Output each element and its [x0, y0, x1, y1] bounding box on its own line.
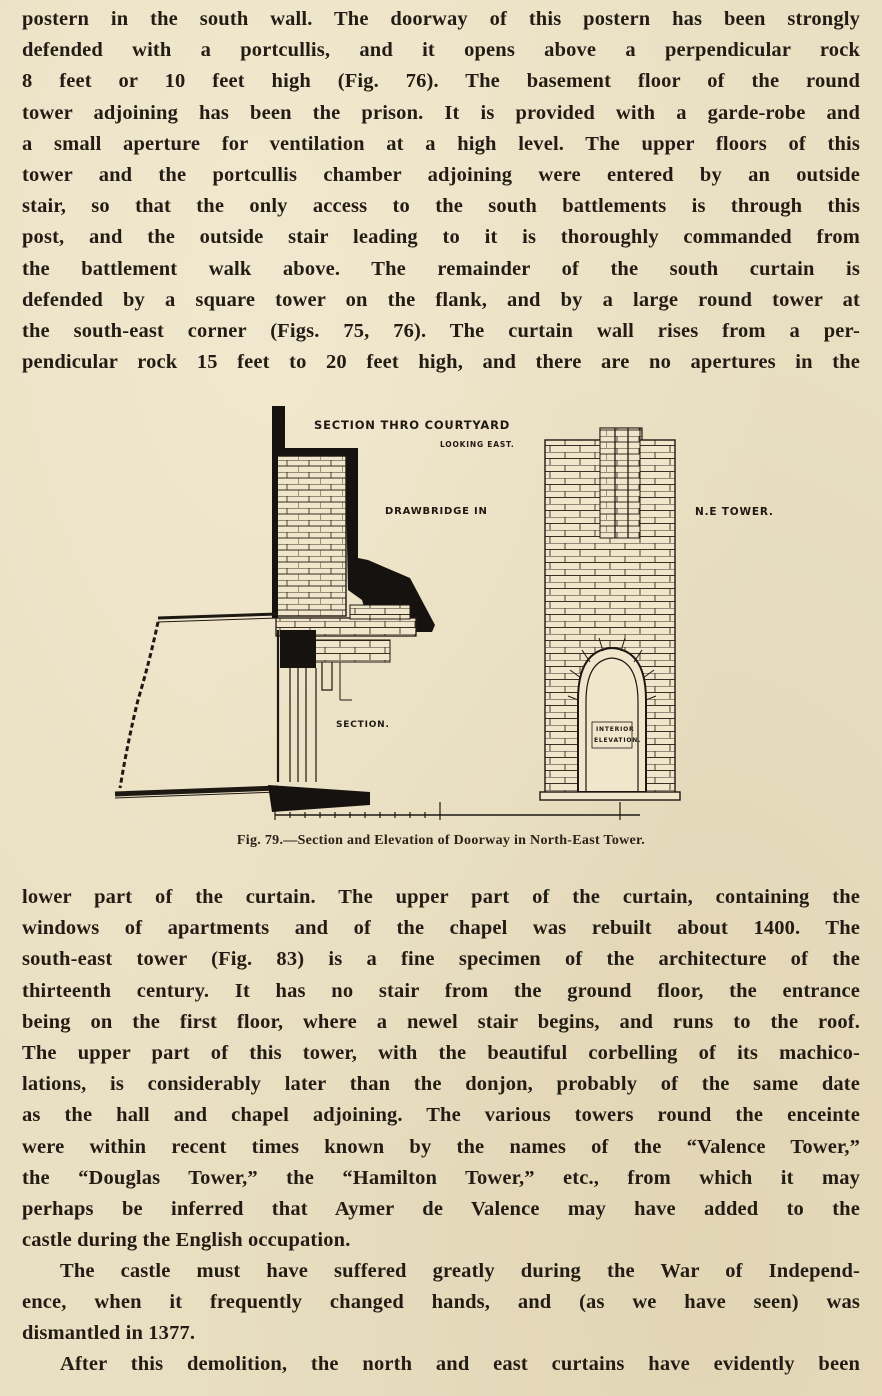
text-line: The upper part of this tower, with the beautiful corbelling of its machico-: [22, 1041, 860, 1064]
text-line: The castle must have suffered greatly during the War of Independ-: [60, 1260, 860, 1282]
text-line: 8 feet or 10 feet high (Fig. 76). The basement floor of the round: [22, 70, 860, 93]
text-line: perhaps be inferred that Aymer de Valence may have added to the: [22, 1197, 860, 1220]
text-line: the south-east corner (Figs. 75, 76). The curtain wall rises from a per-: [22, 319, 860, 342]
text-line: the battlement walk above. The remainder of the south curtain is: [22, 257, 860, 280]
text-line: defended with a portcullis, and it opens above a perpendicular rock: [22, 39, 860, 62]
text-line: lations, is considerably later than the donjon, probably of the same date: [22, 1073, 860, 1096]
figure-79: [100, 400, 820, 830]
text-line: windows of apartments and of the chapel was rebuilt about 1400. The: [22, 917, 860, 940]
top-paragraph: [22, 4, 860, 378]
interior-label: INTERIOR: [596, 726, 635, 733]
text-line: castle during the English occupation.: [22, 1229, 351, 1252]
section-title-label: SECTION THRO COURTYARD: [314, 418, 511, 432]
text-line: postern in the south wall. The doorway of this postern has been strongly: [22, 8, 860, 30]
war-paragraph: [22, 1256, 860, 1350]
text-line: as the hall and chapel adjoining. The various towers round the enceinte: [22, 1104, 860, 1127]
text-line: tower adjoining has been the prison. It is provided with a garde-robe and: [22, 101, 860, 124]
drawbridge-label: DRAWBRIDGE IN: [385, 506, 488, 517]
text-line: stair, so that the only access to the south battlements is through this: [22, 195, 860, 218]
text-line: ence, when it frequently changed hands, and (as we have seen) was: [22, 1291, 860, 1314]
text-line: thirteenth century. It has no stair from the ground floor, the entrance: [22, 979, 860, 1002]
section-elevation-drawing: [100, 400, 820, 830]
text-line: After this demolition, the north and east curtains have evidently been: [60, 1353, 860, 1375]
text-line: tower and the portcullis chamber adjoining were entered by an outside: [22, 163, 860, 186]
text-line: post, and the outside stair leading to it is thoroughly commanded from: [22, 226, 860, 249]
elevation-view: [540, 428, 680, 800]
ne-tower-label: N.E TOWER.: [695, 506, 774, 518]
section-label: SECTION.: [336, 720, 390, 730]
text-line: dismantled in 1377.: [22, 1322, 196, 1345]
text-line: a small aperture for ventilation at a high level. The upper floors of this: [22, 132, 860, 155]
after-paragraph: [22, 1349, 860, 1380]
text-line: the “Douglas Tower,” the “Hamilton Tower,” etc., from which it may: [22, 1166, 860, 1189]
text-line: south-east tower (Fig. 83) is a fine specimen of the architecture of the: [22, 948, 860, 971]
text-line: were within recent times known by the names of the “Valence Tower,”: [22, 1135, 860, 1158]
figure-caption: Fig. 79.—Section and Elevation of Doorway in North-East Tower.: [236, 833, 646, 848]
bottom-paragraph: [22, 882, 860, 1256]
looking-east-label: LOOKING EAST.: [440, 440, 515, 449]
elevation-label: ELEVATION.: [594, 737, 642, 744]
text-line: pendicular rock 15 feet to 20 feet high, and there are no apertures in the: [22, 351, 860, 374]
text-line: being on the first floor, where a newel stair begins, and runs to the roof.: [22, 1010, 860, 1033]
text-line: defended by a square tower on the flank, and by a large round tower at: [22, 288, 860, 311]
text-line: lower part of the curtain. The upper part of the curtain, containing the: [22, 886, 860, 908]
